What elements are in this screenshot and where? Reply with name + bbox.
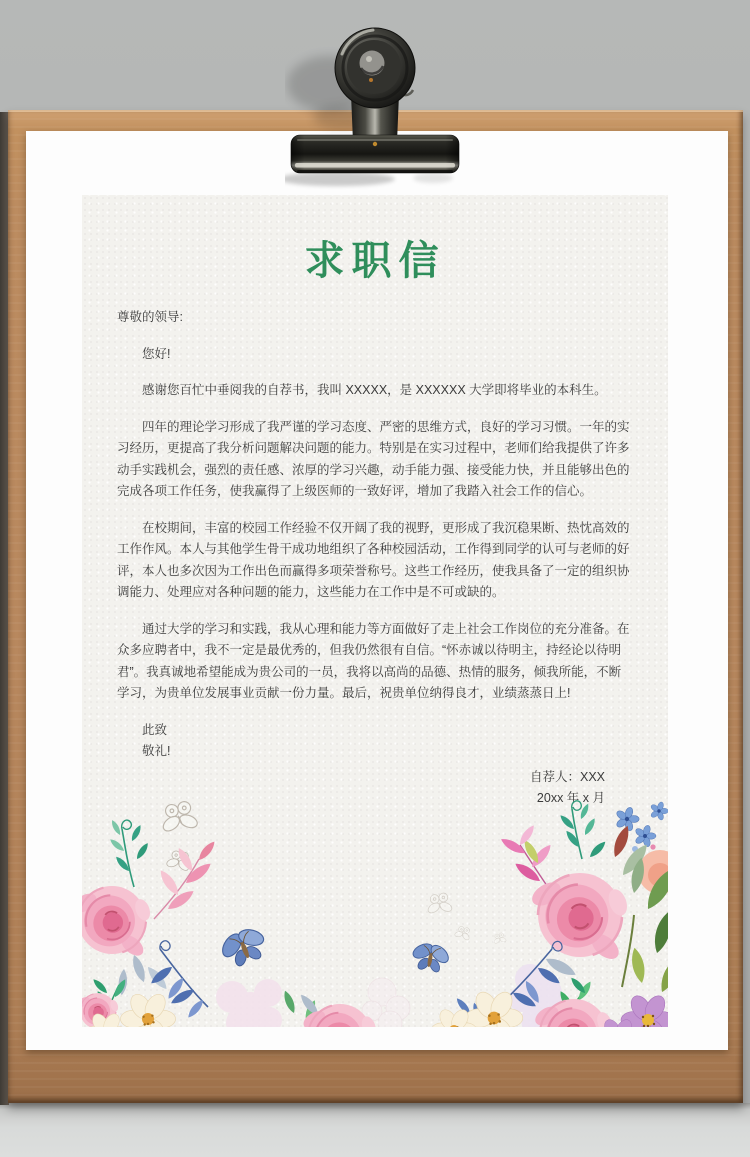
intro-line: 感谢您百忙中垂阅我的自荐书，我叫 XXXXX，是 XXXXXX 大学即将毕业的本科生。 — [142, 383, 607, 397]
left-floral-cluster — [82, 819, 378, 1027]
salutation: 尊敬的领导: — [117, 310, 183, 324]
signature-name: 自荐人：XXX — [529, 769, 605, 784]
floor — [0, 1103, 750, 1157]
body-paragraph-3: 通过大学的学习和实践，我从心理和能力等方面做好了走上社会工作岗位的充分准备。在众多应聘者中，我不一定是最优秀的，但我仍然很有自信。“怀赤诚以待明主，持经论以待明君”。我真诚地希望能成为贵公司的一员，我将以高尚的品德、热情的服务，倾我所能，不断学习，为贵单位发展事业贡献一份力量。最后，祝贵单位纳得良才，业绩蒸蒸日上! — [117, 621, 630, 700]
binder-clip — [285, 22, 465, 190]
clipboard — [8, 110, 743, 1103]
letter-title: 求职信 — [304, 238, 446, 283]
signature-date: 20xx 年 x 月 — [536, 791, 605, 805]
closing-cizhi: 此致 — [142, 722, 168, 737]
right-floral-cluster — [432, 801, 669, 1027]
body-paragraph-2: 在校期间，丰富的校园工作经验不仅开阔了我的视野，更形成了我沉稳果断、热忱高效的工作作风。本人与其他学生骨干成功地组织了各种校园活动，工作得到同学的认可与老师的好评，本人也多次因为工作出色而赢得多项荣誉称号。这些工作经历，使我具备了一定的组织协调能力、处理应对各种问题的能力，这些能力在工作中是不可或缺的。 — [117, 520, 630, 599]
floral-decoration — [82, 787, 668, 1027]
closing-jingli: 敬礼! — [142, 744, 171, 758]
white-backing-sheet — [26, 131, 728, 1050]
body-paragraph-1: 四年的理论学习形成了我严谨的学习态度、严密的思维方式，良好的学习习惯。一年的实习经历，更提高了我分析问题解决问题的能力。特别是在实习过程中，老师们给我提供了许多动手实践机会，强烈的责任感、浓厚的学习兴趣，动手能力强、接受能力快，并且能够出色的完成各项工作任务，使我赢得了上级医师的一致好评，增加了我踏入社会工作的信心。 — [117, 419, 630, 498]
letter-paper — [82, 195, 668, 1027]
greeting-line: 您好! — [142, 346, 171, 361]
